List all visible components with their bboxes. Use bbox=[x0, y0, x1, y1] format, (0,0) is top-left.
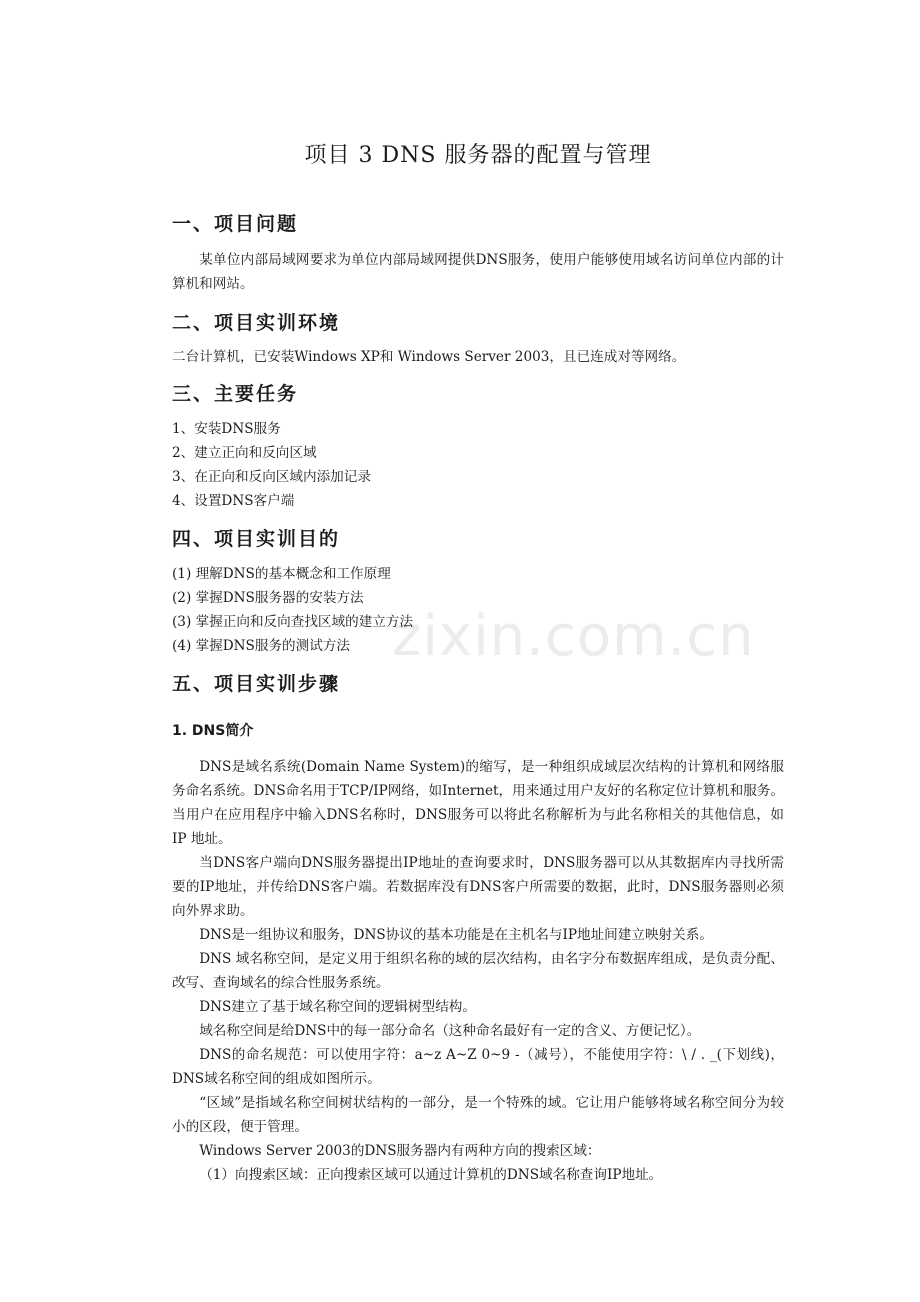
paragraph-dns-tree: DNS建立了基于域名称空间的逻辑树型结构。 bbox=[199, 999, 476, 1015]
list-item-task-4: 4、设置DNS客户端 bbox=[172, 493, 295, 509]
watermark: zixin.com.cn bbox=[392, 604, 755, 669]
heading-training-environment: 二、项目实训环境 bbox=[172, 312, 341, 334]
heading-main-tasks: 三、主要任务 bbox=[172, 383, 299, 405]
paragraph-dns-protocol: DNS是一组协议和服务，DNS协议的基本功能是在主机名与IP地址间建立映射关系。 bbox=[199, 927, 713, 943]
paragraph-dns-definition: DNS是域名系统(Domain Name System)的缩写，是一种组织成域层次结构的计算机和网络服务命名系统。DNS命名用于TCP/IP网络，如Internet，用来通过用户友好的名称定位计算机和服务。当用户在应用程序中输入DNS名称时，DNS服务可以将此名称解析为与此名称相关的其他信息，如 IP 地址。 bbox=[172, 759, 784, 847]
paragraph-dns-naming-rules: DNS的命名规范：可以使用字符：a~z A~Z 0~9 -（减号），不能使用字符：\ / . _(下划线)，DNS域名称空间的组成如图所示。 bbox=[172, 1047, 784, 1087]
paragraph-dns-namespace: DNS 域名称空间，是定义用于组织名称的域的层次结构，由名字分布数据库组成，是负责分配、改写、查询域名的综合性服务系统。 bbox=[172, 951, 784, 991]
heading-training-steps: 五、项目实训步骤 bbox=[172, 673, 341, 695]
list-item-goal-2: (2) 掌握DNS服务器的安装方法 bbox=[172, 590, 364, 606]
paragraph-forward-zone: （1）向搜索区域：正向搜索区域可以通过计算机的DNS域名称查询IP地址。 bbox=[199, 1167, 663, 1183]
paragraph-search-zones: Windows Server 2003的DNS服务器内有两种方向的搜索区域： bbox=[199, 1143, 601, 1159]
subheading-dns-intro: 1. DNS简介 bbox=[172, 723, 254, 739]
document-title: 项目 3 DNS 服务器的配置与管理 bbox=[304, 143, 652, 168]
list-item-task-2: 2、建立正向和反向区域 bbox=[172, 445, 317, 461]
paragraph-dns-query: 当DNS客户端向DNS服务器提出IP地址的查询要求时，DNS服务器可以从其数据库内寻找所需要的IP地址，并传给DNS客户端。若数据库没有DNS客户所需要的数据，此时，DNS服务器则必须向外界求助。 bbox=[172, 855, 784, 919]
paragraph-project-problem: 某单位内部局域网要求为单位内部局域网提供DNS服务，使用户能够使用域名访问单位内部的计算机和网站。 bbox=[172, 252, 784, 292]
list-item-goal-3: (3) 掌握正向和反向查找区域的建立方法 bbox=[172, 614, 414, 630]
list-item-task-1: 1、安装DNS服务 bbox=[172, 421, 281, 437]
list-item-task-3: 3、在正向和反向区域内添加记录 bbox=[172, 469, 371, 485]
heading-training-goals: 四、项目实训目的 bbox=[172, 528, 341, 550]
list-item-goal-1: (1) 理解DNS的基本概念和工作原理 bbox=[172, 566, 391, 582]
paragraph-dns-naming: 域名称空间是给DNS中的每一部分命名（这种命名最好有一定的含义、方便记忆）。 bbox=[199, 1023, 701, 1039]
list-item-goal-4: (4) 掌握DNS服务的测试方法 bbox=[172, 638, 351, 654]
paragraph-training-environment: 二台计算机，已安装Windows XP和 Windows Server 2003，且已连成对等网络。 bbox=[172, 349, 686, 365]
paragraph-dns-zone: “区域”是指域名称空间树状结构的一部分，是一个特殊的域。它让用户能够将域名称空间分为较小的区段，便于管理。 bbox=[172, 1095, 784, 1135]
heading-project-problem: 一、项目问题 bbox=[172, 213, 299, 235]
